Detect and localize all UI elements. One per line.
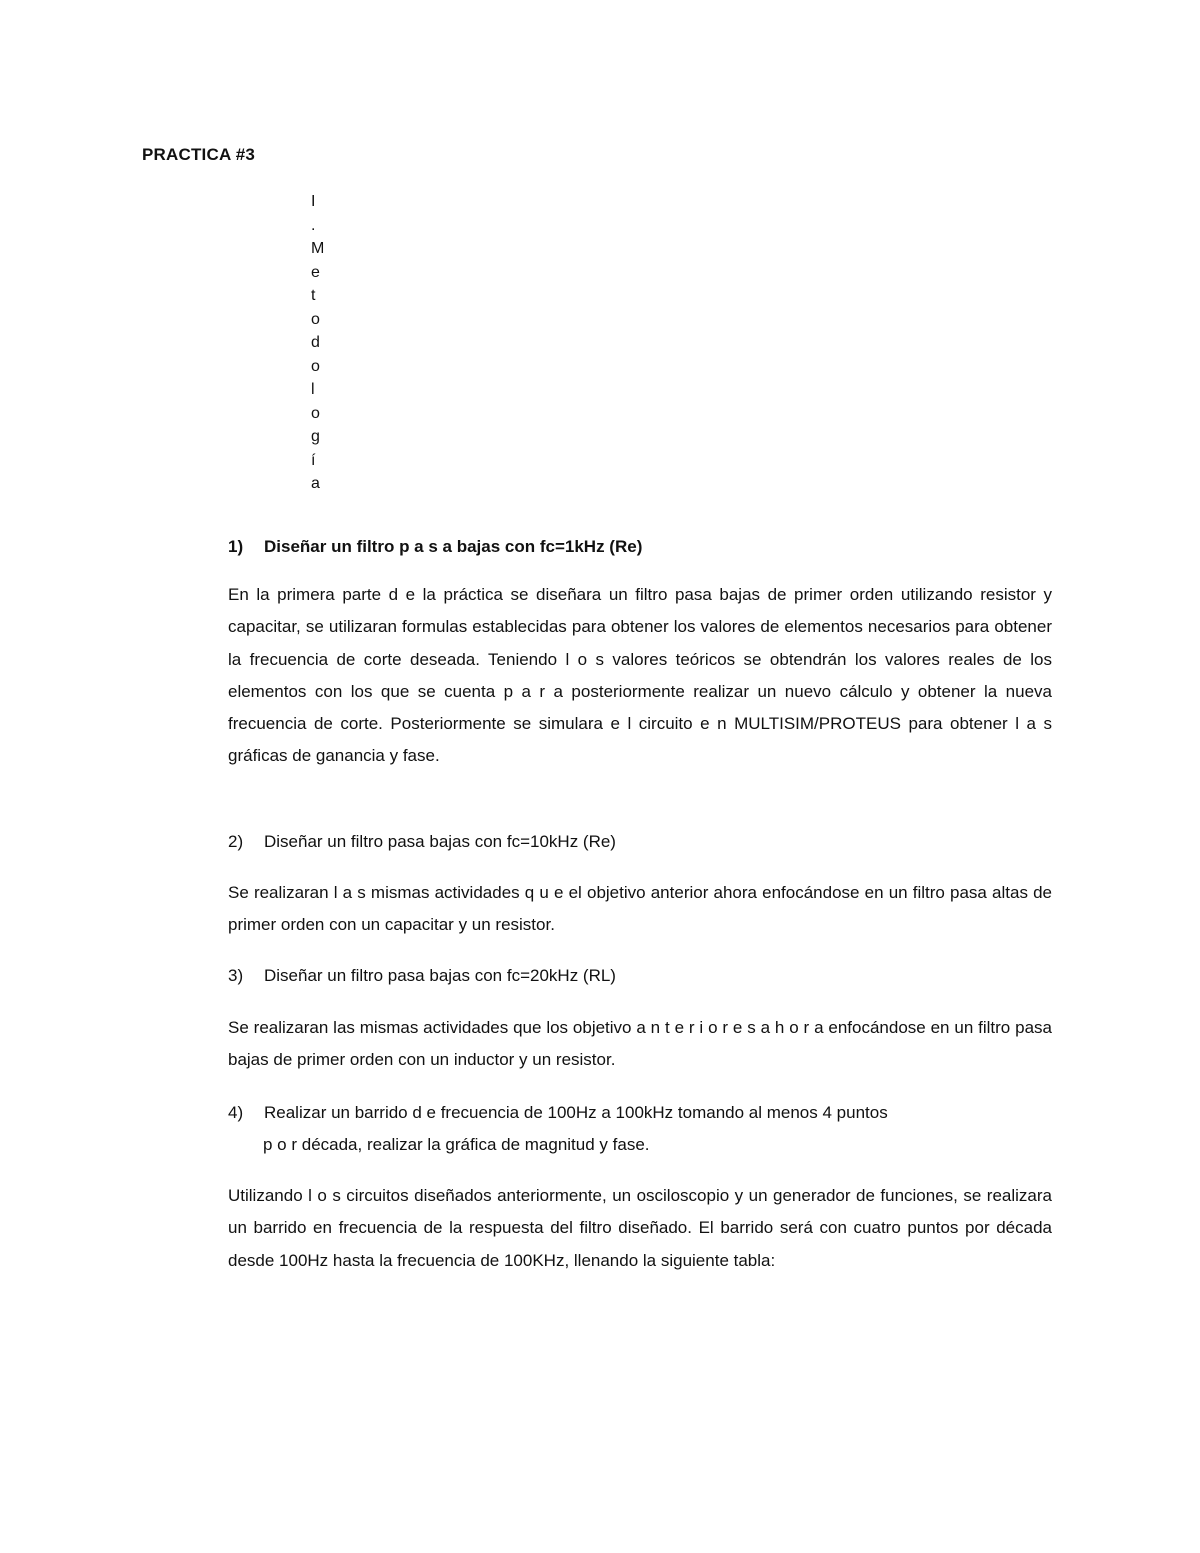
section-heading-text: Diseñar un filtro pasa bajas con fc=20kHz (RL) <box>264 966 616 985</box>
section-number: 1) <box>228 537 244 556</box>
vertical-heading-char: l <box>311 381 315 398</box>
section-number: 2) <box>228 832 244 851</box>
section-4-paragraph: Utilizando l o s circuitos diseñados anteriormente, un osciloscopio y un generador de funciones, se realizara un barrido en frecuencia de la respuesta del filtro diseñado. El barrido será con cuatro puntos por década desde 100Hz hasta la frecuencia de 100KHz, llenando la siguiente tabla: <box>228 1186 1052 1270</box>
section-2-paragraph: Se realizaran l a s mismas actividades q u e el objetivo anterior ahora enfocándose en un filtro pasa altas de primer orden con un capacitar y un resistor. <box>228 883 1052 935</box>
section-heading-text: Diseñar un filtro p a s a bajas con fc=1kHz (Re) <box>264 537 643 556</box>
document-title: PRACTICA #3 <box>142 145 256 164</box>
vertical-heading-char: o <box>311 310 320 328</box>
vertical-heading-char: e <box>311 263 320 281</box>
vertical-heading-char: M <box>311 240 325 257</box>
vertical-heading-char: . <box>311 216 316 234</box>
vertical-heading-char: í <box>311 451 316 469</box>
section-heading-text: Diseñar un filtro pasa bajas con fc=10kHz (Re) <box>264 832 616 851</box>
section-3-paragraph: Se realizaran las mismas actividades que los objetivo a n t e r i o r e s a h o r a enfocándose en un filtro pasa bajas de primer orden con un inductor y un resistor. <box>228 1018 1052 1070</box>
section-4-heading-line1 <box>228 1097 1052 1129</box>
vertical-heading-char: t <box>311 287 316 304</box>
vertical-heading-char: o <box>311 404 320 422</box>
vertical-heading-metodologia <box>311 190 331 496</box>
section-number: 3) <box>228 966 244 985</box>
section-4-heading <box>228 1097 1052 1161</box>
vertical-heading-char: g <box>311 428 320 445</box>
vertical-heading-char: I <box>311 193 316 210</box>
vertical-heading-char: a <box>311 475 320 492</box>
section-4-heading-line2: p o r década, realizar la gráfica de magnitud y fase. <box>263 1135 650 1154</box>
vertical-heading-char: o <box>311 357 320 375</box>
section-2-heading <box>228 832 1052 852</box>
vertical-heading-char: d <box>311 334 320 351</box>
section-1-paragraph: En la primera parte d e la práctica se diseñara un filtro pasa bajas de primer orden utilizando resistor y capacitar, se utilizaran formulas establecidas para obtener los valores de elementos necesarios para obtener la frecuencia de corte deseada. Teniendo l o s valores teóricos se obtendrán los valores reales de los elementos con los que se cuenta p a r a posteriormente realizar un nuevo cálculo y obtener la nueva frecuencia de corte. Posteriormente se simulara e l circuito e n MULTISIM/PROTEUS para obtener l a s gráficas de ganancia y fase. <box>228 585 1052 766</box>
section-3-heading <box>228 966 1052 986</box>
section-1-heading <box>228 537 1052 557</box>
section-heading-text: Realizar un barrido d e frecuencia de 100Hz a 100kHz tomando al menos 4 puntos <box>264 1103 888 1122</box>
section-number: 4) <box>228 1103 244 1122</box>
